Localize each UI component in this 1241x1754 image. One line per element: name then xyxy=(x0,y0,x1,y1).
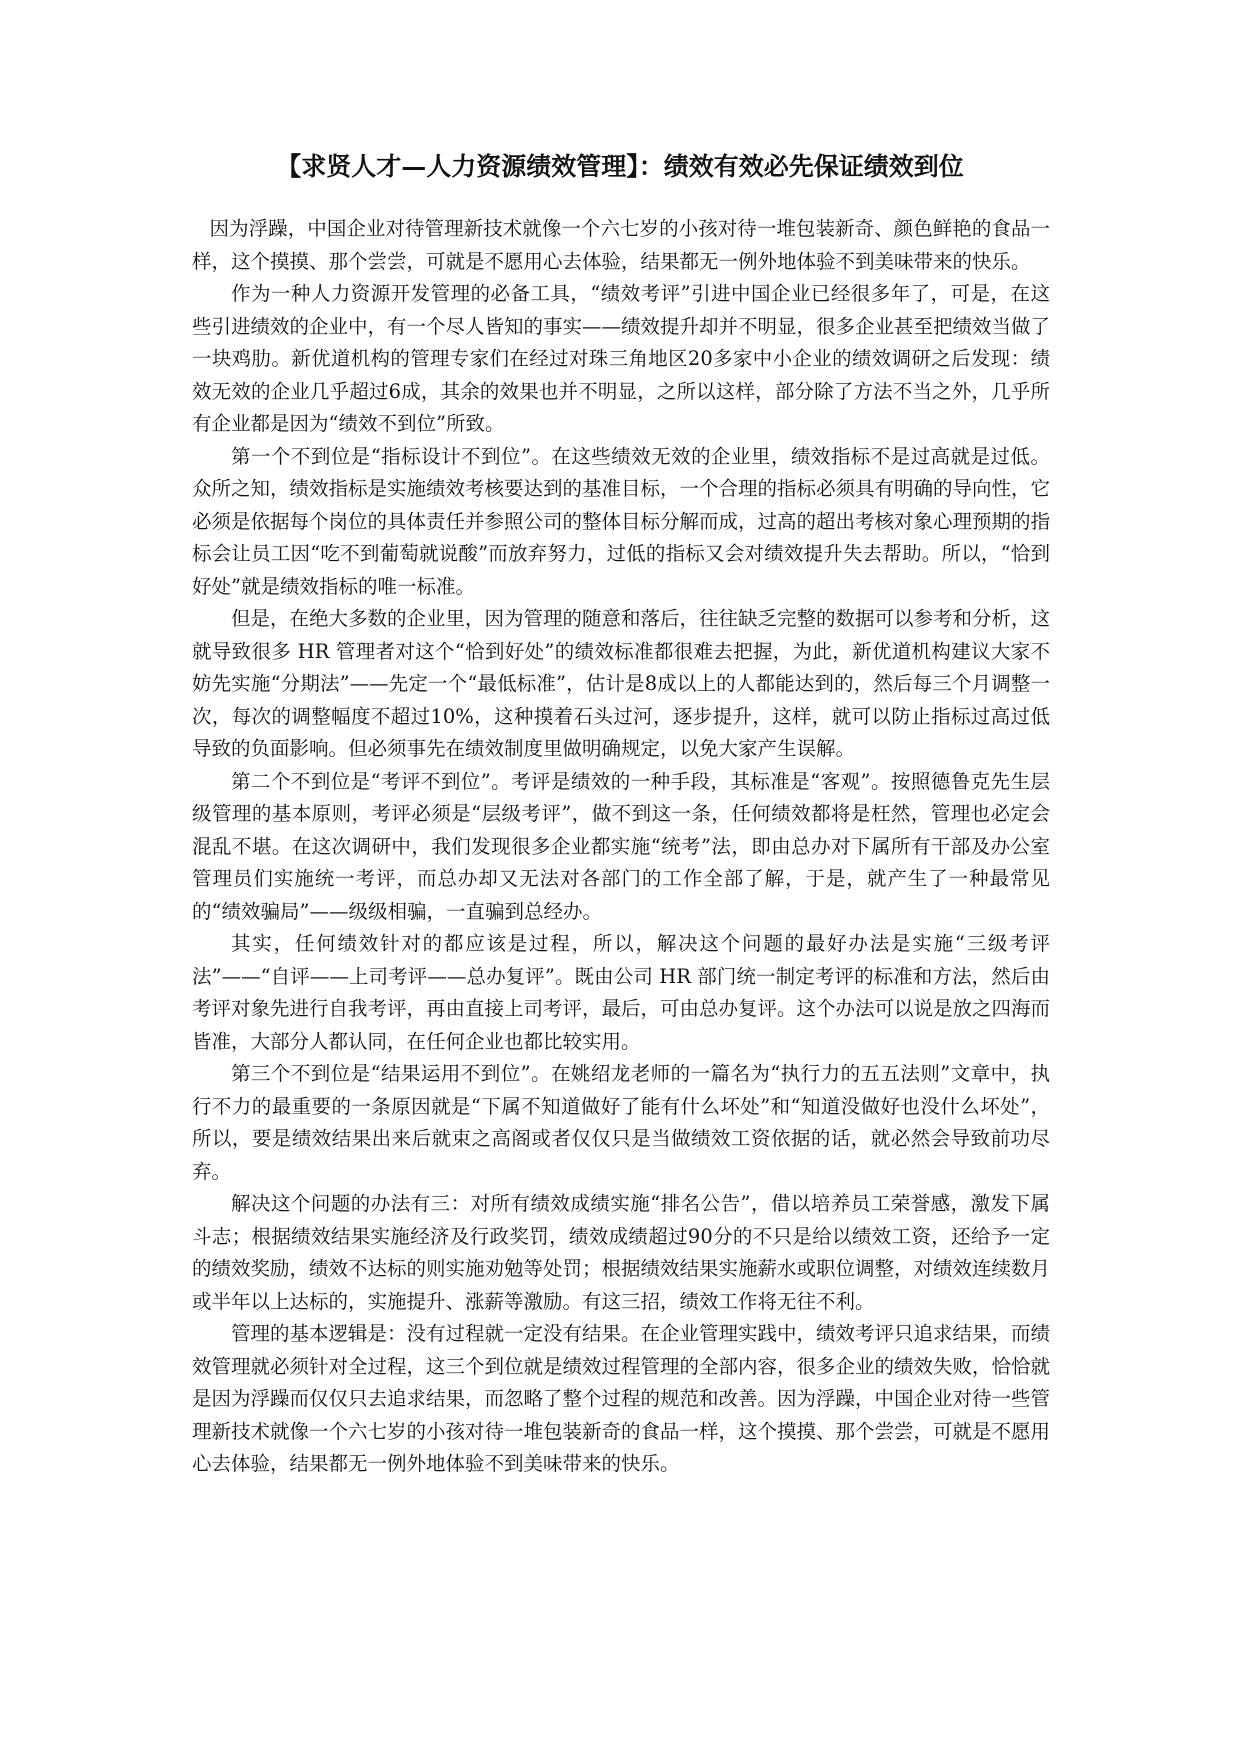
paragraph: 但是，在绝大多数的企业里，因为管理的随意和落后，往往缺乏完整的数据可以参考和分析，这就导致很多 HR 管理者对这个“恰到好处”的绩效标准都很难去把握，为此，新优道机构建议大家不妨先实施“分期法”——先定一个“最低标准”，估计是8成以上的人都能达到的，然后每三个月调整一次，每次的调整幅度不超过10%，这种摸着石头过河，逐步提升，这样，就可以防止指标过高过低导致的负面影响。但必须事先在绩效制度里做明确规定，以免大家产生误解。 xyxy=(192,607,1051,760)
paragraph: 解决这个问题的办法有三：对所有绩效成绩实施“排名公告”，借以培养员工荣誉感，激发下属斗志；根据绩效结果实施经济及行政奖罚，绩效成绩超过90分的不只是给以绩效工资，还给予一定的绩效奖励，绩效不达标的则实施劝勉等处罚；根据绩效结果实施薪水或职位调整，对绩效连续数月或半年以上达标的，实施提升、涨薪等激励。有这三招，绩效工作将无往不利。 xyxy=(192,1192,1051,1313)
paragraph: 因为浮躁，中国企业对待管理新技术就像一个六七岁的小孩对待一堆包装新奇、颜色鲜艳的食品一样，这个摸摸、那个尝尝，可就是不愿用心去体验，结果都无一例外地体验不到美味带来的快乐。 xyxy=(192,217,1050,273)
paragraph: 第二个不到位是“考评不到位”。考评是绩效的一种手段，其标准是“客观”。按照德鲁克先生层级管理的基本原则，考评必须是“层级考评”，做不到这一条，任何绩效都将是枉然，管理也必定会混乱不堪。在这次调研中，我们发现很多企业都实施“统考”法，即由总办对下属所有干部及办公室管理员们实施统一考评，而总办却又无法对各部门的工作全部了解，于是，就产生了一种最常见的“绩效骗局”——级级相骗，一直骗到总经办。 xyxy=(192,769,1050,923)
document-title: 【求贤人才—人力资源绩效管理】：绩效有效必先保证绩效到位 xyxy=(276,152,964,181)
paragraph: 其实，任何绩效针对的都应该是过程，所以，解决这个问题的最好办法是实施“三级考评法”——“自评——上司考评——总办复评”。既由公司 HR 部门统一制定考评的标准和方法，然后由考评对象先进行自我考评，再由直接上司考评，最后，可由总办复评。这个办法可以说是放之四海而皆准，大部分人都认同，在任何企业也都比较实用。 xyxy=(192,932,1051,1053)
paragraph: 作为一种人力资源开发管理的必备工具，“绩效考评”引进中国企业已经很多年了，可是，在这些引进绩效的企业中，有一个尽人皆知的事实——绩效提升却并不明显，很多企业甚至把绩效当做了一块鸡肋。新优道机构的管理专家们在经过对珠三角地区20多家中小企业的绩效调研之后发现：绩效无效的企业几乎超过6成，其余的效果也并不明显，之所以这样，部分除了方法不当之外，几乎所有企业都是因为“绩效不到位”所致。 xyxy=(192,282,1051,435)
paragraph: 管理的基本逻辑是：没有过程就一定没有结果。在企业管理实践中，绩效考评只追求结果，而绩效管理就必须针对全过程，这三个到位就是绩效过程管理的全部内容，很多企业的绩效失败，恰恰就是因为浮躁而仅仅只去追求结果，而忽略了整个过程的规范和改善。因为浮躁，中国企业对待一些管理新技术就像一个六七岁的小孩对待一堆包装新奇的食品一样，这个摸摸、那个尝尝，可就是不愿用心去体验，结果都无一例外地体验不到美味带来的快乐。 xyxy=(192,1322,1051,1475)
paragraph: 第一个不到位是“指标设计不到位”。在这些绩效无效的企业里，绩效指标不是过高就是过低。众所之知，绩效指标是实施绩效考核要达到的基准目标，一个合理的指标必须具有明确的导向性，它必须是依据每个岗位的具体责任并参照公司的整体目标分解而成，过高的超出考核对象心理预期的指标会让员工因“吃不到葡萄就说酸”而放弃努力，过低的指标又会对绩效提升失去帮助。所以，“恰到好处”就是绩效指标的唯一标准。 xyxy=(192,444,1051,598)
document-body xyxy=(192,213,1050,1481)
paragraph: 第三个不到位是“结果运用不到位”。在姚绍龙老师的一篇名为“执行力的五五法则”文章中，执行不力的最重要的一条原因就是“下属不知道做好了能有什么坏处”和“知道没做好也没什么坏处”，所以，要是绩效结果出来后就束之高阁或者仅仅只是当做绩效工资依据的话，就必然会导致前功尽弃。 xyxy=(192,1062,1050,1183)
